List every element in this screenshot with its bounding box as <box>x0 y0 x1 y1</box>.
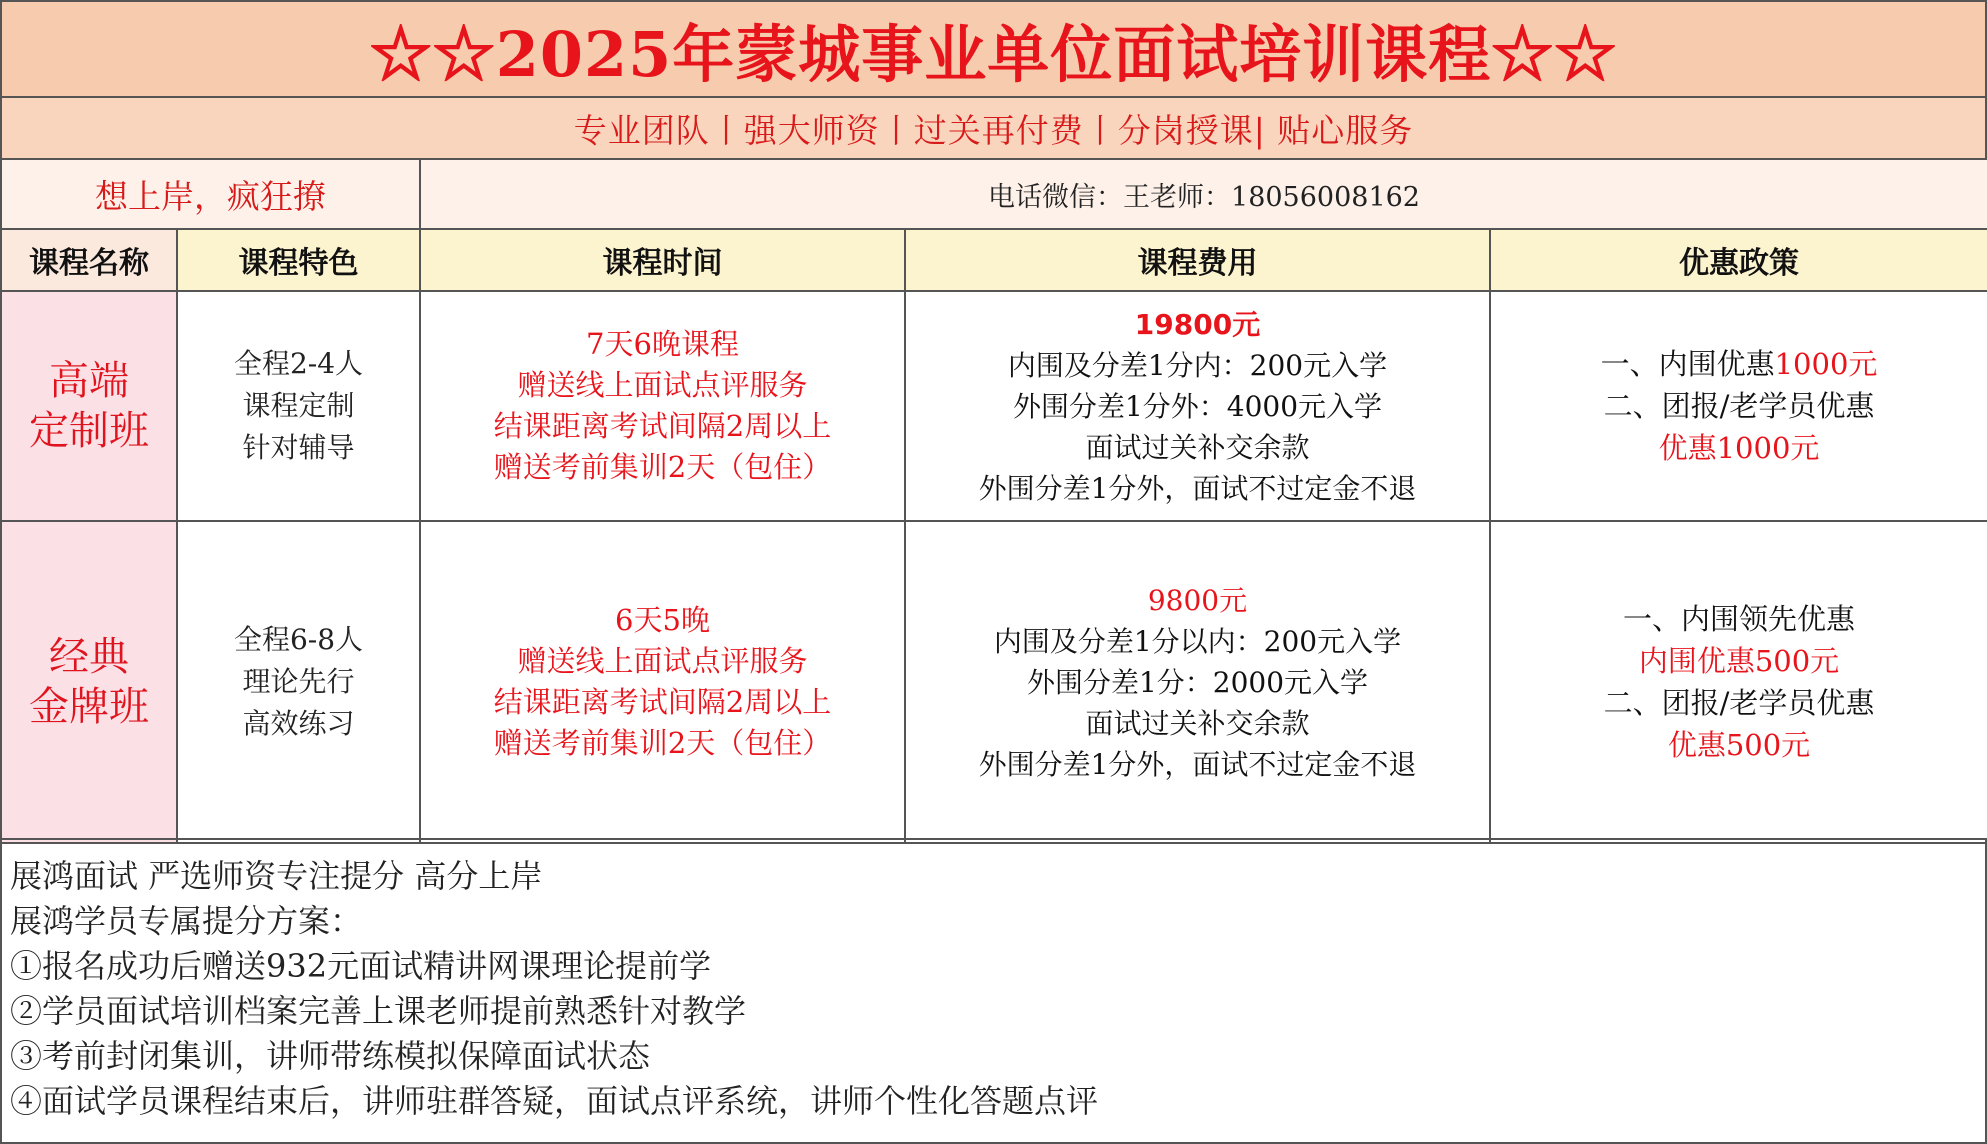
course-table <box>0 158 1987 844</box>
course-name-line: 定制班 <box>29 408 149 454</box>
title-banner <box>0 0 1987 96</box>
footer-line: 展鸿面试 严选师资专注提分 高分上岸 <box>10 857 543 895</box>
time-line: 赠送考前集训2天（包住） <box>493 726 832 760</box>
course-price: 9800元 <box>1147 583 1248 617</box>
course-name-cell <box>1 291 177 521</box>
contact-info: 电话微信：王老师：18056008162 <box>988 181 1420 213</box>
feature-line: 课程定制 <box>242 389 355 422</box>
fee-line: 面试过关补交余款 <box>1085 706 1310 740</box>
fee-line: 外围分差1分外，面试不过定金不退 <box>978 471 1417 505</box>
policy-line: 一、内围领先优惠 <box>1622 602 1855 636</box>
policy-line <box>1491 343 1987 385</box>
footer-line: ②学员面试培训档案完善上课老师提前熟悉针对教学 <box>10 992 747 1030</box>
policy-amount: 内围优惠500元 <box>1638 644 1840 678</box>
course-time-cell <box>420 291 905 521</box>
header-course-time: 课程时间 <box>420 229 905 291</box>
policy-amount: 优惠500元 <box>1667 728 1811 762</box>
policy-amount: 优惠1000元 <box>1658 431 1820 465</box>
header-course-features: 课程特色 <box>177 229 420 291</box>
fee-line: 外围分差1分外：4000元入学 <box>1012 389 1383 423</box>
header-row <box>1 229 1987 291</box>
time-line: 赠送考前集训2天（包住） <box>493 450 832 484</box>
benefits-footer <box>0 838 1987 1144</box>
tagline-cell <box>1 159 420 229</box>
header-course-name: 课程名称 <box>1 229 177 291</box>
footer-line: ①报名成功后赠送932元面试精讲网课理论提前学 <box>10 947 712 985</box>
course-row-premium <box>1 291 1987 521</box>
feature-line: 全程6-8人 <box>233 623 364 656</box>
feature-line: 高效练习 <box>242 707 355 740</box>
time-line: 7天6晚课程 <box>586 327 739 361</box>
fee-line: 内围及分差1分内：200元入学 <box>1007 348 1388 382</box>
contact-cell <box>420 159 1987 229</box>
policy-text: 一、内围优惠 <box>1600 347 1775 381</box>
fee-line: 外围分差1分外，面试不过定金不退 <box>978 747 1417 781</box>
time-line: 结课距离考试间隔2周以上 <box>493 685 832 719</box>
service-slogan: 专业团队丨强大师资丨过关再付费丨分岗授课| 贴心服务 <box>573 110 1414 150</box>
time-line: 赠送线上面试点评服务 <box>517 644 808 678</box>
fee-line: 面试过关补交余款 <box>1085 430 1310 464</box>
discount-policy-cell <box>1490 291 1987 521</box>
policy-line: 二、团报/老学员优惠 <box>1603 686 1875 720</box>
course-fee-cell <box>905 291 1490 521</box>
course-features-cell <box>177 291 420 521</box>
course-name-cell <box>1 521 177 843</box>
course-fee-cell <box>905 521 1490 843</box>
time-line: 结课距离考试间隔2周以上 <box>493 409 832 443</box>
course-row-classic <box>1 521 1987 843</box>
feature-line: 全程2-4人 <box>233 347 364 380</box>
tagline: 想上岸，疯狂撩 <box>95 176 326 216</box>
feature-line: 针对辅导 <box>242 431 355 464</box>
footer-line: ④面试学员课程结束后，讲师驻群答疑，面试点评系统，讲师个性化答题点评 <box>10 1082 1099 1120</box>
footer-line: ③考前封闭集训，讲师带练模拟保障面试状态 <box>10 1037 651 1075</box>
page-title: ☆☆2025年蒙城事业单位面试培训课程☆☆ <box>369 17 1618 91</box>
header-discount-policy: 优惠政策 <box>1490 229 1987 291</box>
course-price: 19800元 <box>1134 307 1261 341</box>
discount-policy-cell <box>1490 521 1987 843</box>
course-name-line: 经典 <box>49 634 129 680</box>
feature-line: 理论先行 <box>242 665 355 698</box>
time-line: 6天5晚 <box>615 603 710 637</box>
footer-line: 展鸿学员专属提分方案： <box>10 902 363 940</box>
course-time-cell <box>420 521 905 843</box>
fee-line: 外围分差1分：2000元入学 <box>1026 665 1369 699</box>
policy-line: 二、团报/老学员优惠 <box>1603 389 1875 423</box>
fee-line: 内围及分差1分以内：200元入学 <box>993 624 1402 658</box>
header-course-fee: 课程费用 <box>905 229 1490 291</box>
course-name-line: 金牌班 <box>29 684 149 730</box>
contact-row <box>1 159 1987 229</box>
course-features-cell <box>177 521 420 843</box>
policy-amount: 1000元 <box>1774 347 1878 381</box>
slogan-banner <box>0 96 1987 158</box>
time-line: 赠送线上面试点评服务 <box>517 368 808 402</box>
course-name-line: 高端 <box>49 358 129 404</box>
